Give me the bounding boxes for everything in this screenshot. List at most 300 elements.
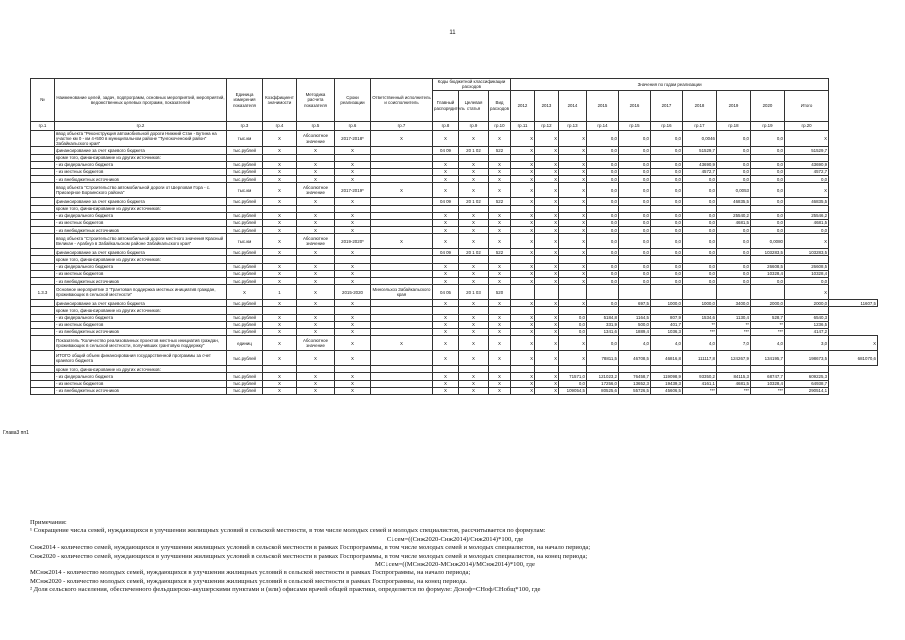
table-cell: Х [335, 249, 371, 256]
table-cell: Х [335, 198, 371, 205]
column-number: гр.20 [785, 121, 829, 130]
table-row [31, 234, 878, 249]
table-cell: Х [263, 212, 297, 219]
table-cell: тыс.км [227, 130, 263, 147]
table-cell [459, 154, 489, 161]
table-cell [31, 183, 55, 198]
table-cell [587, 307, 619, 314]
table-cell: тыс.рублей [227, 161, 263, 168]
table-cell: 0,0 [683, 234, 717, 249]
table-cell [371, 256, 433, 263]
column-number: гр.12 [535, 121, 559, 130]
table-cell: 0,0 [717, 234, 751, 249]
table-cell: Х [459, 328, 489, 335]
table-cell: Х [511, 314, 535, 321]
table-cell: 0,0 [751, 168, 785, 175]
table-cell: Х [297, 300, 335, 307]
table-cell: тыс.рублей [227, 212, 263, 219]
table-cell: Х [535, 278, 559, 285]
table-cell: 0,0 [717, 249, 751, 256]
table-cell: 111117,8 [683, 351, 717, 366]
table-cell: тыс.рублей [227, 198, 263, 205]
table-cell: Х [535, 183, 559, 198]
table-cell: Х [459, 300, 489, 307]
table-cell: 11607,5 [829, 300, 878, 307]
table-cell: - из внебюджетных источников [55, 387, 227, 394]
table-cell: 25546,2 [785, 212, 829, 219]
table-cell: 0,0 [619, 219, 651, 226]
table-cell: 109054,5 [559, 387, 587, 394]
table-cell: 0,0 [683, 263, 717, 270]
table-cell: Х [535, 351, 559, 366]
table-cell [371, 366, 433, 373]
table-cell: Х [489, 219, 511, 226]
table-row [31, 285, 878, 300]
table-cell [587, 205, 619, 212]
table-cell: Х [459, 380, 489, 387]
table-cell [619, 366, 651, 373]
header-year: 2019 [717, 90, 751, 121]
table-cell [227, 256, 263, 263]
table-cell: Х [263, 300, 297, 307]
header-year: 2013 [535, 90, 559, 121]
table-cell: 4681,5 [785, 219, 829, 226]
header-year: 2014 [559, 90, 587, 121]
table-cell [335, 307, 371, 314]
table-cell [559, 285, 587, 300]
table-cell: Х [297, 270, 335, 277]
table-cell: 0,0 [559, 321, 587, 328]
table-cell: 3,0 [785, 336, 829, 351]
table-cell [717, 285, 751, 300]
table-cell [587, 256, 619, 263]
table-cell: 10328,4 [751, 270, 785, 277]
table-cell: 0,0 [751, 198, 785, 205]
table-cell: 46708,5 [619, 351, 651, 366]
table-cell: Х [559, 168, 587, 175]
table-cell: 528,7 [751, 314, 785, 321]
table-cell: Х [511, 278, 535, 285]
table-row [31, 130, 878, 147]
table-cell: Абсолютное значение [297, 234, 335, 249]
table-cell: 3400,0 [717, 300, 751, 307]
table-cell: Х [433, 183, 459, 198]
table-cell: 04 05 [433, 285, 459, 300]
table-cell [619, 154, 651, 161]
table-cell: Х [535, 130, 559, 147]
table-row [31, 387, 878, 394]
table-cell [785, 205, 829, 212]
table-cell [511, 285, 535, 300]
table-row [31, 328, 878, 335]
table-cell: Х [535, 219, 559, 226]
table-cell [511, 307, 535, 314]
table-cell: Х [785, 130, 829, 147]
table-cell: Х [433, 176, 459, 183]
table-cell [717, 366, 751, 373]
table-cell: 0,0 [751, 183, 785, 198]
table-cell: 0,0 [587, 336, 619, 351]
table-cell: 10328,4 [785, 270, 829, 277]
header-year: 2018 [683, 90, 717, 121]
table-cell: Х [335, 321, 371, 328]
table-cell: 807,9 [651, 314, 683, 321]
table-cell [297, 307, 335, 314]
table-cell [511, 205, 535, 212]
table-cell: - из местных бюджетов [55, 219, 227, 226]
table-cell [559, 205, 587, 212]
header-period: Сроки реализации [335, 79, 371, 122]
table-cell: Х [263, 387, 297, 394]
table-cell: Х [263, 168, 297, 175]
table-cell [535, 256, 559, 263]
table-row [31, 176, 878, 183]
table-cell: тыс.рублей [227, 227, 263, 234]
header-executor: Ответственный исполнитель и соисполнитель [371, 79, 433, 122]
table-cell: Х [263, 234, 297, 249]
table-cell: 1164,5 [619, 314, 651, 321]
table-cell: *** [717, 328, 751, 335]
table-cell: Х [335, 147, 371, 154]
table-cell: 64938,7 [785, 380, 829, 387]
table-cell: 0,0 [619, 278, 651, 285]
table-cell [371, 328, 433, 335]
header-unit: Единица измерения показателя [227, 79, 263, 122]
table-cell [31, 328, 55, 335]
table-cell: 0,0 [651, 234, 683, 249]
table-cell: Х [263, 219, 297, 226]
table-cell: Абсолютное значение [297, 183, 335, 198]
table-cell: Х [297, 351, 335, 366]
table-cell [511, 154, 535, 161]
table-row [31, 161, 878, 168]
table-row [31, 366, 878, 373]
table-cell: 1000,0 [683, 300, 717, 307]
table-row [31, 249, 878, 256]
header-year: 2020 [751, 90, 785, 121]
table-cell: тыс.рублей [227, 168, 263, 175]
table-cell: 0,0 [651, 212, 683, 219]
notes [30, 519, 880, 595]
table-cell [31, 380, 55, 387]
table-cell: 0,0 [785, 227, 829, 234]
table-cell: 0,0 [683, 227, 717, 234]
table-cell: 0,0 [619, 147, 651, 154]
table-cell: 0,0 [619, 212, 651, 219]
table-cell: Х [511, 387, 535, 394]
table-cell: Х [489, 328, 511, 335]
table-cell: Х [511, 130, 535, 147]
table-cell: Х [335, 263, 371, 270]
table-cell: Х [433, 234, 459, 249]
table-cell: Х [263, 176, 297, 183]
table-cell: Х [335, 212, 371, 219]
table-cell: Х [433, 373, 459, 380]
table-cell [227, 205, 263, 212]
table-cell: Х [433, 336, 459, 351]
table-cell [31, 387, 55, 394]
table-cell: 2019-2020* [335, 234, 371, 249]
column-number: гр.7 [371, 121, 433, 130]
table-cell: Х [371, 130, 433, 147]
table-cell: Х [433, 130, 459, 147]
table-cell: Х [511, 161, 535, 168]
table-cell: 401,7 [651, 321, 683, 328]
table-cell: Х [489, 168, 511, 175]
table-cell: Х [489, 130, 511, 147]
table-cell: Х [297, 212, 335, 219]
table-cell [751, 285, 785, 300]
table-cell: Х [263, 328, 297, 335]
table-cell: 0,0 [651, 130, 683, 147]
table-cell: 0,0 [587, 270, 619, 277]
header-year: 2015 [587, 90, 619, 121]
table-cell [559, 154, 587, 161]
table-cell: финансирование за счет краевого бюджета [55, 249, 227, 256]
table-cell: ** [751, 321, 785, 328]
table-cell: 0,0 [717, 263, 751, 270]
table-cell [31, 270, 55, 277]
table-cell: ** [683, 321, 717, 328]
table-cell: 0,0 [587, 176, 619, 183]
table-cell: Х [297, 263, 335, 270]
table-cell [587, 154, 619, 161]
table-cell: Х [785, 285, 829, 300]
table-cell: - из федерального бюджета [55, 263, 227, 270]
table-cell: 0,0 [651, 219, 683, 226]
table-cell [31, 256, 55, 263]
table-cell [651, 366, 683, 373]
table-cell [489, 154, 511, 161]
table-cell: ввод объекта "Реконструкция автомобильной дороги Нижний Стан - Бутина на участке км 0 - км 4+500 в муниципальном районе "Тунгокоченский район" Забайкальского края" [55, 130, 227, 147]
note-line: ¹ Сокращение числа семей, нуждающихся в улучшении жилищных условий в сельской местности, в том числе молодых семей и молодых специалистов, рассчитывается по формулам: [30, 527, 546, 535]
table-cell [751, 256, 785, 263]
table-cell [297, 205, 335, 212]
table-cell: - из местных бюджетов [55, 270, 227, 277]
table-cell: Х [335, 328, 371, 335]
table-cell: Х [511, 328, 535, 335]
table-cell: Х [459, 278, 489, 285]
table-cell [31, 198, 55, 205]
table-cell: Основное мероприятие 3 "Грантовая поддержка местных инициатив граждан, проживающих в сельской местности" [55, 285, 227, 300]
table-cell: Х [511, 234, 535, 249]
table-cell: 0,0 [651, 270, 683, 277]
table-cell: 68747,7 [751, 373, 785, 380]
table-cell: Х [489, 183, 511, 198]
table-cell: 4572,7 [785, 168, 829, 175]
table-cell: 0,0 [619, 234, 651, 249]
table-cell: ввод объекта "Строительство автомобильной дороги местного значения Красный Великан - Арабкуэ в Забайкальском районе Забайкальского края" [55, 234, 227, 249]
table-cell [433, 307, 459, 314]
column-number: гр.8 [433, 121, 459, 130]
table-cell [683, 285, 717, 300]
table-cell [31, 300, 55, 307]
table-cell: Х [829, 336, 878, 351]
table-cell: Х [335, 380, 371, 387]
column-number: гр.4 [263, 121, 297, 130]
table-cell: 0,0 [619, 198, 651, 205]
table-cell: - из внебюджетных источников [55, 227, 227, 234]
table-cell: тыс.рублей [227, 147, 263, 154]
table-cell: 0,0 [587, 234, 619, 249]
table-row [31, 198, 878, 205]
table-cell [535, 307, 559, 314]
table-cell: 1036,3 [651, 328, 683, 335]
table-cell: 520 [489, 285, 511, 300]
table-cell [489, 307, 511, 314]
table-cell: 7,0 [717, 336, 751, 351]
table-cell: Х [297, 328, 335, 335]
header-values: Значения по годам реализации [511, 79, 829, 91]
table-cell: 0,0 [587, 161, 619, 168]
table-cell: 0,0 [683, 270, 717, 277]
table-cell: 0,0 [619, 161, 651, 168]
table-cell: 0,0 [683, 198, 717, 205]
table-cell [31, 168, 55, 175]
table-cell: Х [511, 373, 535, 380]
table-row [31, 205, 878, 212]
table-cell: Х [263, 380, 297, 387]
table-cell: 0,0 [717, 130, 751, 147]
table-cell: Х [535, 336, 559, 351]
table-cell: Х [459, 263, 489, 270]
table-cell [785, 366, 829, 373]
table-cell [371, 270, 433, 277]
table-cell: 84115,3 [717, 373, 751, 380]
table-cell: Х [511, 351, 535, 366]
table-cell: 609225,3 [785, 373, 829, 380]
table-cell: - из федерального бюджета [55, 373, 227, 380]
table-cell [371, 219, 433, 226]
table-cell: Х [433, 219, 459, 226]
table-cell [683, 307, 717, 314]
table-cell: 20 1 02 [459, 249, 489, 256]
table-cell: 76458,7 [619, 373, 651, 380]
table-cell: 0,0 [683, 183, 717, 198]
table-cell [371, 321, 433, 328]
table-cell: Х [297, 314, 335, 321]
table-cell: Показатель "Количество реализованных проектов местных инициатив граждан, проживающих в сельской местности, получивших грантовую поддержку" [55, 336, 227, 351]
table-cell: Х [335, 168, 371, 175]
table-cell: *** [751, 387, 785, 394]
table-cell: 4572,7 [683, 168, 717, 175]
table-cell: 0,0 [751, 147, 785, 154]
table-cell [683, 205, 717, 212]
table-cell: 20 1 02 [459, 147, 489, 154]
table-cell: Х [459, 212, 489, 219]
table-cell [535, 366, 559, 373]
table-cell: 1130,4 [717, 314, 751, 321]
table-cell: тыс.рублей [227, 278, 263, 285]
page-number: 11 [449, 30, 456, 36]
table-cell [651, 256, 683, 263]
table-cell [31, 212, 55, 219]
table-cell [371, 387, 433, 394]
table-cell: финансирование за счет краевого бюджета [55, 300, 227, 307]
table-cell [717, 154, 751, 161]
table-cell: Х [535, 321, 559, 328]
table-cell: Х [459, 161, 489, 168]
table-cell: 1.3.3 [31, 285, 55, 300]
table-cell [263, 366, 297, 373]
table-cell: 0,0 [619, 176, 651, 183]
table-cell: Х [489, 300, 511, 307]
table-cell: 1236,5 [785, 321, 829, 328]
table-cell: Х [535, 212, 559, 219]
table-cell [31, 147, 55, 154]
table-cell [297, 256, 335, 263]
table-cell: 0,0 [619, 227, 651, 234]
table-cell: Х [535, 328, 559, 335]
table-cell: Х [371, 183, 433, 198]
table-cell: 0,0 [619, 130, 651, 147]
note-formula: С↓сем=((Cнж2020-Cнж2014)/Cнж2014)*100, где [386, 535, 524, 543]
table-row [31, 336, 878, 351]
table-cell: тыс.рублей [227, 314, 263, 321]
table-cell: 93350,2 [683, 373, 717, 380]
table-cell: 0,0 [587, 227, 619, 234]
table-row [31, 212, 878, 219]
table-cell [619, 307, 651, 314]
table-cell: 04 09 [433, 249, 459, 256]
table-cell: Х [335, 227, 371, 234]
table-cell [31, 205, 55, 212]
table-cell [371, 147, 433, 154]
table-cell: 0,0046 [683, 130, 717, 147]
table-cell: Х [785, 234, 829, 249]
table-cell: 103283,5 [751, 249, 785, 256]
table-cell: Х [559, 161, 587, 168]
table-cell [335, 205, 371, 212]
table-cell: Х [559, 336, 587, 351]
table-cell: 2017-2019* [335, 183, 371, 198]
table-cell [751, 205, 785, 212]
table-cell: Х [535, 314, 559, 321]
table-cell: Х [297, 285, 335, 300]
table-cell [459, 205, 489, 212]
table-cell: 0,0 [717, 278, 751, 285]
table-cell [31, 249, 55, 256]
table-cell [31, 219, 55, 226]
table-cell: 0,0 [751, 227, 785, 234]
table-cell [433, 205, 459, 212]
table-cell: ** [717, 321, 751, 328]
table-cell: Х [511, 270, 535, 277]
table-cell: Х [297, 176, 335, 183]
table-cell: Х [535, 270, 559, 277]
table-cell: 0,0 [619, 263, 651, 270]
table-cell: Х [335, 351, 371, 366]
table-cell: 51529,7 [683, 147, 717, 154]
table-cell [263, 307, 297, 314]
table-cell: 4681,5 [717, 380, 751, 387]
table-cell: Абсолютное значение [297, 130, 335, 147]
table-cell: - из местных бюджетов [55, 168, 227, 175]
table-cell: 121023,2 [587, 373, 619, 380]
table-cell: Х [511, 183, 535, 198]
table-cell: Х [489, 314, 511, 321]
notes-title: Примечания: [30, 519, 67, 526]
table-cell: Х [297, 198, 335, 205]
table-cell: 0,0 [587, 212, 619, 219]
table-cell: 4147,2 [785, 328, 829, 335]
column-number: гр.2 [55, 121, 227, 130]
note-line: Cнж2014 - количество семей, нуждающихся в улучшении жилищных условий в сельской местности в рамках Госпрограммы, в том числе молодых семей и молодых специалистов, на начало периода; [30, 544, 591, 552]
table-cell: Х [459, 227, 489, 234]
column-number: гр.11 [511, 121, 535, 130]
table-cell: Х [335, 373, 371, 380]
table-cell: Х [559, 147, 587, 154]
